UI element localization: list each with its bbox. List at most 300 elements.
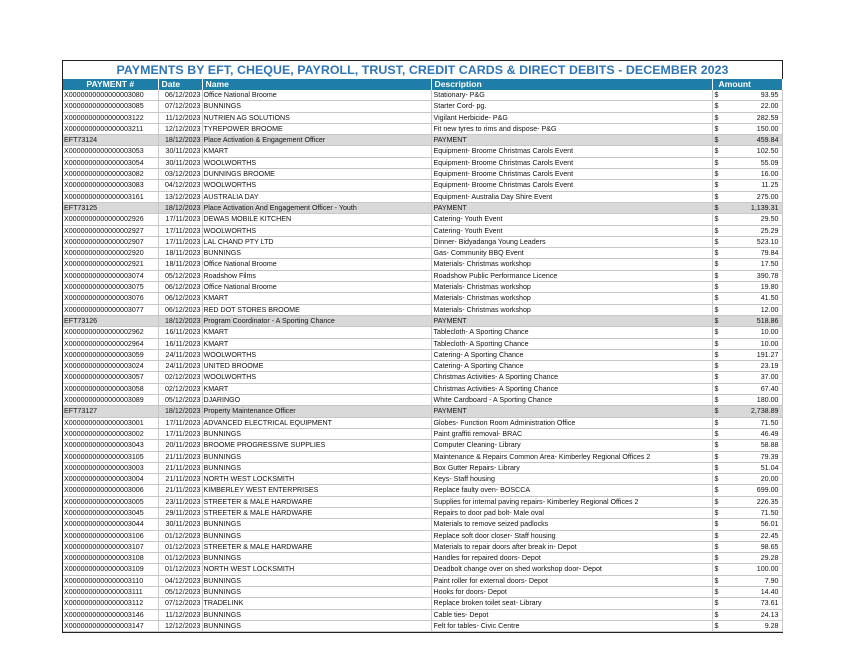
description-cell: Fit new tyres to rims and dispose- P&G xyxy=(431,123,712,134)
currency-cell: $ xyxy=(712,157,722,168)
table-row xyxy=(63,564,782,575)
amount-cell: 17.50 xyxy=(722,259,782,270)
table-row xyxy=(63,474,782,485)
amount-cell: 93.95 xyxy=(722,90,782,101)
table-row xyxy=(63,225,782,236)
date-cell: 18/12/2023 xyxy=(158,406,202,417)
payment-cell: X0000000000000002964 xyxy=(63,338,158,349)
amount-cell: 98.65 xyxy=(722,541,782,552)
description-cell: Paint graffiti removal- BRAC xyxy=(431,428,712,439)
table-row xyxy=(63,395,782,406)
description-cell: Materials- Christmas workshop xyxy=(431,282,712,293)
name-cell: DUNNINGS BROOME xyxy=(202,169,431,180)
date-cell: 20/11/2023 xyxy=(158,440,202,451)
description-cell: Catering- Youth Event xyxy=(431,214,712,225)
payment-cell: X0000000000000003076 xyxy=(63,293,158,304)
currency-cell: $ xyxy=(712,225,722,236)
amount-cell: 46.49 xyxy=(722,428,782,439)
currency-cell: $ xyxy=(712,428,722,439)
header-date: Date xyxy=(158,79,202,90)
date-cell: 24/11/2023 xyxy=(158,361,202,372)
name-cell: BUNNINGS xyxy=(202,519,431,530)
table-row xyxy=(63,157,782,168)
name-cell: TYREPOWER BROOME xyxy=(202,123,431,134)
amount-cell: 23.19 xyxy=(722,361,782,372)
description-cell: Cable ties- Depot xyxy=(431,609,712,620)
payment-cell: X0000000000000002921 xyxy=(63,259,158,270)
amount-cell: 100.00 xyxy=(722,564,782,575)
name-cell: WOOLWORTHS xyxy=(202,372,431,383)
name-cell: LAL CHAND PTY LTD xyxy=(202,236,431,247)
amount-cell: 29.28 xyxy=(722,553,782,564)
payment-cell: X0000000000000002926 xyxy=(63,214,158,225)
payment-cell: X0000000000000003004 xyxy=(63,474,158,485)
payment-cell: X0000000000000003147 xyxy=(63,620,158,631)
description-cell: Dinner- Bidyadanga Young Leaders xyxy=(431,236,712,247)
date-cell: 17/11/2023 xyxy=(158,225,202,236)
currency-cell: $ xyxy=(712,191,722,202)
amount-cell: 180.00 xyxy=(722,395,782,406)
date-cell: 05/12/2023 xyxy=(158,587,202,598)
description-cell: Roadshow Public Performance Licence xyxy=(431,270,712,281)
date-cell: 12/12/2023 xyxy=(158,620,202,631)
name-cell: BUNNINGS xyxy=(202,530,431,541)
table-row xyxy=(63,191,782,202)
date-cell: 17/11/2023 xyxy=(158,214,202,225)
payment-cell: X0000000000000003002 xyxy=(63,428,158,439)
currency-cell: $ xyxy=(712,135,722,146)
name-cell: BUNNINGS xyxy=(202,620,431,631)
amount-cell: 275.00 xyxy=(722,191,782,202)
amount-cell: 191.27 xyxy=(722,349,782,360)
date-cell: 23/11/2023 xyxy=(158,496,202,507)
payment-cell: X0000000000000003161 xyxy=(63,191,158,202)
date-cell: 18/11/2023 xyxy=(158,259,202,270)
name-cell: KMART xyxy=(202,293,431,304)
description-cell: Paint roller for external doors- Depot xyxy=(431,575,712,586)
name-cell: BUNNINGS xyxy=(202,587,431,598)
date-cell: 17/11/2023 xyxy=(158,236,202,247)
date-cell: 01/12/2023 xyxy=(158,564,202,575)
currency-cell: $ xyxy=(712,304,722,315)
currency-cell: $ xyxy=(712,214,722,225)
date-cell: 30/11/2023 xyxy=(158,157,202,168)
amount-cell: 390.78 xyxy=(722,270,782,281)
amount-cell: 10.00 xyxy=(722,327,782,338)
description-cell: Maintenance & Repairs Common Area- Kimberley Regional Offices 2 xyxy=(431,451,712,462)
amount-cell: 58.88 xyxy=(722,440,782,451)
payment-cell: EFT73125 xyxy=(63,202,158,213)
name-cell: BUNNINGS xyxy=(202,609,431,620)
table-row xyxy=(63,90,782,101)
name-cell: DJARINGO xyxy=(202,395,431,406)
name-cell: UNITED BROOME xyxy=(202,361,431,372)
currency-cell: $ xyxy=(712,146,722,157)
description-cell: Equipment- Australia Day Shire Event xyxy=(431,191,712,202)
description-cell: PAYMENT xyxy=(431,135,712,146)
amount-cell: 71.50 xyxy=(722,417,782,428)
table-row-eft xyxy=(63,315,782,326)
payment-cell: X0000000000000003003 xyxy=(63,462,158,473)
currency-cell: $ xyxy=(712,496,722,507)
currency-cell: $ xyxy=(712,564,722,575)
amount-cell: 79.39 xyxy=(722,451,782,462)
currency-cell: $ xyxy=(712,315,722,326)
name-cell: KMART xyxy=(202,383,431,394)
table-row xyxy=(63,270,782,281)
payment-cell: X0000000000000003146 xyxy=(63,609,158,620)
table-row xyxy=(63,462,782,473)
amount-cell: 25.29 xyxy=(722,225,782,236)
table-row xyxy=(63,112,782,123)
currency-cell: $ xyxy=(712,587,722,598)
name-cell: STREETER & MALE HARDWARE xyxy=(202,541,431,552)
description-cell: Hooks for doors- Depot xyxy=(431,587,712,598)
date-cell: 06/12/2023 xyxy=(158,282,202,293)
table-row xyxy=(63,304,782,315)
amount-cell: 14.40 xyxy=(722,587,782,598)
date-cell: 30/11/2023 xyxy=(158,519,202,530)
currency-cell: $ xyxy=(712,202,722,213)
payment-cell: X0000000000000003058 xyxy=(63,383,158,394)
amount-cell: 67.40 xyxy=(722,383,782,394)
description-cell: Catering- A Sporting Chance xyxy=(431,349,712,360)
currency-cell: $ xyxy=(712,553,722,564)
date-cell: 04/12/2023 xyxy=(158,575,202,586)
date-cell: 16/11/2023 xyxy=(158,327,202,338)
name-cell: AUSTRALIA DAY xyxy=(202,191,431,202)
description-cell: Equipment- Broome Christmas Carols Event xyxy=(431,180,712,191)
date-cell: 11/12/2023 xyxy=(158,609,202,620)
currency-cell: $ xyxy=(712,440,722,451)
amount-cell: 71.50 xyxy=(722,507,782,518)
amount-cell: 523.10 xyxy=(722,236,782,247)
description-cell: Tablecloth- A Sporting Chance xyxy=(431,327,712,338)
description-cell: Globes- Function Room Administration Office xyxy=(431,417,712,428)
payment-cell: X0000000000000003089 xyxy=(63,395,158,406)
currency-cell: $ xyxy=(712,541,722,552)
description-cell: Deadbolt change over on shed workshop door- Depot xyxy=(431,564,712,575)
amount-cell: 518.86 xyxy=(722,315,782,326)
payment-cell: X0000000000000003122 xyxy=(63,112,158,123)
payments-sheet xyxy=(62,60,783,633)
description-cell: Felt for tables- Civic Centre xyxy=(431,620,712,631)
currency-cell: $ xyxy=(712,406,722,417)
date-cell: 07/12/2023 xyxy=(158,598,202,609)
date-cell: 21/11/2023 xyxy=(158,451,202,462)
table-row xyxy=(63,575,782,586)
amount-cell: 55.09 xyxy=(722,157,782,168)
currency-cell: $ xyxy=(712,361,722,372)
currency-cell: $ xyxy=(712,383,722,394)
payment-cell: X0000000000000003080 xyxy=(63,90,158,101)
currency-cell: $ xyxy=(712,338,722,349)
date-cell: 07/12/2023 xyxy=(158,101,202,112)
name-cell: NORTH WEST LOCKSMITH xyxy=(202,564,431,575)
currency-cell: $ xyxy=(712,293,722,304)
date-cell: 02/12/2023 xyxy=(158,372,202,383)
date-cell: 01/12/2023 xyxy=(158,530,202,541)
description-cell: Tablecloth- A Sporting Chance xyxy=(431,338,712,349)
name-cell: BUNNINGS xyxy=(202,101,431,112)
date-cell: 29/11/2023 xyxy=(158,507,202,518)
amount-cell: 16.00 xyxy=(722,169,782,180)
table-row xyxy=(63,169,782,180)
amount-cell: 699.00 xyxy=(722,485,782,496)
description-cell: Starter Cord- pg. xyxy=(431,101,712,112)
description-cell: Computer Cleaning- Library xyxy=(431,440,712,451)
name-cell: STREETER & MALE HARDWARE xyxy=(202,496,431,507)
amount-cell: 24.13 xyxy=(722,609,782,620)
description-cell: Christmas Activities- A Sporting Chance xyxy=(431,372,712,383)
payment-cell: X0000000000000003075 xyxy=(63,282,158,293)
amount-cell: 73.61 xyxy=(722,598,782,609)
currency-cell: $ xyxy=(712,270,722,281)
table-row xyxy=(63,123,782,134)
amount-cell: 2,738.89 xyxy=(722,406,782,417)
payment-cell: X0000000000000002907 xyxy=(63,236,158,247)
currency-cell: $ xyxy=(712,123,722,134)
table-row xyxy=(63,507,782,518)
name-cell: BUNNINGS xyxy=(202,553,431,564)
header-name: Name xyxy=(202,79,431,90)
description-cell: Catering- A Sporting Chance xyxy=(431,361,712,372)
payment-cell: X0000000000000003045 xyxy=(63,507,158,518)
name-cell: WOOLWORTHS xyxy=(202,180,431,191)
currency-cell: $ xyxy=(712,575,722,586)
currency-cell: $ xyxy=(712,485,722,496)
date-cell: 06/12/2023 xyxy=(158,304,202,315)
payment-cell: EFT73124 xyxy=(63,135,158,146)
amount-cell: 7.90 xyxy=(722,575,782,586)
table-row xyxy=(63,383,782,394)
currency-cell: $ xyxy=(712,507,722,518)
table-row-eft xyxy=(63,202,782,213)
payment-cell: X0000000000000003006 xyxy=(63,485,158,496)
name-cell: Property Maintenance Officer xyxy=(202,406,431,417)
name-cell: BUNNINGS xyxy=(202,462,431,473)
currency-cell: $ xyxy=(712,248,722,259)
currency-cell: $ xyxy=(712,282,722,293)
table-row xyxy=(63,259,782,270)
payment-cell: X0000000000000003057 xyxy=(63,372,158,383)
name-cell: KMART xyxy=(202,146,431,157)
currency-cell: $ xyxy=(712,112,722,123)
date-cell: 17/11/2023 xyxy=(158,417,202,428)
description-cell: Equipment- Broome Christmas Carols Event xyxy=(431,169,712,180)
payment-cell: EFT73127 xyxy=(63,406,158,417)
payment-cell: X0000000000000003024 xyxy=(63,361,158,372)
amount-cell: 10.00 xyxy=(722,338,782,349)
table-row xyxy=(63,519,782,530)
date-cell: 04/12/2023 xyxy=(158,180,202,191)
table-row xyxy=(63,553,782,564)
currency-cell: $ xyxy=(712,620,722,631)
description-cell: Supplies for internal paving repairs- Kimberley Regional Offices 2 xyxy=(431,496,712,507)
description-cell: Repairs to door pad bolt- Male oval xyxy=(431,507,712,518)
table-row xyxy=(63,349,782,360)
date-cell: 21/11/2023 xyxy=(158,474,202,485)
name-cell: DEWAS MOBILE KITCHEN xyxy=(202,214,431,225)
table-row xyxy=(63,214,782,225)
payment-cell: X0000000000000003108 xyxy=(63,553,158,564)
amount-cell: 41.50 xyxy=(722,293,782,304)
table-row xyxy=(63,180,782,191)
payment-cell: X0000000000000003001 xyxy=(63,417,158,428)
amount-cell: 19.80 xyxy=(722,282,782,293)
amount-cell: 29.50 xyxy=(722,214,782,225)
header-payment: PAYMENT # xyxy=(63,79,158,90)
description-cell: Handles for repaired doors- Depot xyxy=(431,553,712,564)
date-cell: 06/12/2023 xyxy=(158,293,202,304)
description-cell: Equipment- Broome Christmas Carols Event xyxy=(431,157,712,168)
table-row xyxy=(63,293,782,304)
table-row xyxy=(63,146,782,157)
currency-cell: $ xyxy=(712,259,722,270)
table-row xyxy=(63,620,782,631)
table-row xyxy=(63,485,782,496)
payment-cell: X0000000000000003044 xyxy=(63,519,158,530)
payment-cell: X0000000000000003083 xyxy=(63,180,158,191)
name-cell: BUNNINGS xyxy=(202,575,431,586)
payment-cell: X0000000000000003105 xyxy=(63,451,158,462)
currency-cell: $ xyxy=(712,417,722,428)
payment-cell: X0000000000000003043 xyxy=(63,440,158,451)
payment-cell: X0000000000000002927 xyxy=(63,225,158,236)
payment-cell: X0000000000000003059 xyxy=(63,349,158,360)
amount-cell: 12.00 xyxy=(722,304,782,315)
currency-cell: $ xyxy=(712,372,722,383)
table-row xyxy=(63,372,782,383)
description-cell: PAYMENT xyxy=(431,202,712,213)
amount-cell: 102.50 xyxy=(722,146,782,157)
amount-cell: 150.00 xyxy=(722,123,782,134)
currency-cell: $ xyxy=(712,349,722,360)
date-cell: 18/12/2023 xyxy=(158,315,202,326)
table-row xyxy=(63,609,782,620)
payment-cell: X0000000000000003085 xyxy=(63,101,158,112)
amount-cell: 459.84 xyxy=(722,135,782,146)
currency-cell: $ xyxy=(712,90,722,101)
currency-cell: $ xyxy=(712,169,722,180)
currency-cell: $ xyxy=(712,462,722,473)
table-row xyxy=(63,248,782,259)
date-cell: 17/11/2023 xyxy=(158,428,202,439)
payment-cell: X0000000000000003211 xyxy=(63,123,158,134)
amount-cell: 9.28 xyxy=(722,620,782,631)
amount-cell: 22.45 xyxy=(722,530,782,541)
table-row xyxy=(63,496,782,507)
name-cell: Office National Broome xyxy=(202,259,431,270)
description-cell: PAYMENT xyxy=(431,406,712,417)
page-title: PAYMENTS BY EFT, CHEQUE, PAYROLL, TRUST, CREDIT CARDS & DIRECT DEBITS - DECEMBER 2023 xyxy=(116,63,729,77)
payment-cell: X0000000000000003109 xyxy=(63,564,158,575)
table-row xyxy=(63,541,782,552)
payment-cell: X0000000000000003111 xyxy=(63,587,158,598)
payment-cell: X0000000000000003077 xyxy=(63,304,158,315)
currency-cell: $ xyxy=(712,101,722,112)
date-cell: 13/12/2023 xyxy=(158,191,202,202)
table-row-eft xyxy=(63,406,782,417)
amount-cell: 51.04 xyxy=(722,462,782,473)
description-cell: Stationary- P&G xyxy=(431,90,712,101)
date-cell: 18/12/2023 xyxy=(158,135,202,146)
header-amount: Amount xyxy=(712,79,782,90)
table-row xyxy=(63,282,782,293)
name-cell: Office National Broome xyxy=(202,90,431,101)
amount-cell: 20.00 xyxy=(722,474,782,485)
date-cell: 30/11/2023 xyxy=(158,146,202,157)
description-cell: Materials- Christmas workshop xyxy=(431,293,712,304)
currency-cell: $ xyxy=(712,327,722,338)
table-row xyxy=(63,440,782,451)
name-cell: BUNNINGS xyxy=(202,451,431,462)
date-cell: 18/12/2023 xyxy=(158,202,202,213)
currency-cell: $ xyxy=(712,609,722,620)
name-cell: BUNNINGS xyxy=(202,428,431,439)
amount-cell: 226.35 xyxy=(722,496,782,507)
currency-cell: $ xyxy=(712,180,722,191)
currency-cell: $ xyxy=(712,236,722,247)
date-cell: 05/12/2023 xyxy=(158,270,202,281)
table-row xyxy=(63,417,782,428)
description-cell: Replace broken toilet seat- Library xyxy=(431,598,712,609)
date-cell: 11/12/2023 xyxy=(158,112,202,123)
name-cell: KMART xyxy=(202,338,431,349)
amount-cell: 56.01 xyxy=(722,519,782,530)
name-cell: BROOME PROGRESSIVE SUPPLIES xyxy=(202,440,431,451)
currency-cell: $ xyxy=(712,395,722,406)
payment-cell: X0000000000000003082 xyxy=(63,169,158,180)
date-cell: 02/12/2023 xyxy=(158,383,202,394)
date-cell: 18/11/2023 xyxy=(158,248,202,259)
amount-cell: 11.25 xyxy=(722,180,782,191)
date-cell: 21/11/2023 xyxy=(158,462,202,473)
amount-cell: 37.00 xyxy=(722,372,782,383)
name-cell: TRADELINK xyxy=(202,598,431,609)
date-cell: 21/11/2023 xyxy=(158,485,202,496)
table-row xyxy=(63,361,782,372)
payment-cell: X0000000000000003074 xyxy=(63,270,158,281)
currency-cell: $ xyxy=(712,451,722,462)
description-cell: Materials to repair doors after break in- Depot xyxy=(431,541,712,552)
table-row xyxy=(63,101,782,112)
payments-table xyxy=(63,79,783,632)
name-cell: NUTRIEN AG SOLUTIONS xyxy=(202,112,431,123)
description-cell: Materials- Christmas workshop xyxy=(431,259,712,270)
description-cell: Materials- Christmas workshop xyxy=(431,304,712,315)
amount-cell: 79.84 xyxy=(722,248,782,259)
table-row xyxy=(63,327,782,338)
description-cell: Materials to remove seized padlocks xyxy=(431,519,712,530)
name-cell: KIMBERLEY WEST ENTERPRISES xyxy=(202,485,431,496)
payment-cell: X0000000000000003005 xyxy=(63,496,158,507)
name-cell: Place Activation & Engagement Officer xyxy=(202,135,431,146)
name-cell: Program Coordinator - A Sporting Chance xyxy=(202,315,431,326)
description-cell: Equipment- Broome Christmas Carols Event xyxy=(431,146,712,157)
payment-cell: X0000000000000003107 xyxy=(63,541,158,552)
table-row xyxy=(63,428,782,439)
description-cell: Replace soft door closer- Staff housing xyxy=(431,530,712,541)
payment-cell: EFT73126 xyxy=(63,315,158,326)
description-cell: Christmas Activities- A Sporting Chance xyxy=(431,383,712,394)
name-cell: STREETER & MALE HARDWARE xyxy=(202,507,431,518)
currency-cell: $ xyxy=(712,474,722,485)
payment-cell: X0000000000000003053 xyxy=(63,146,158,157)
name-cell: WOOLWORTHS xyxy=(202,349,431,360)
header-description: Description xyxy=(431,79,712,90)
payment-cell: X0000000000000003112 xyxy=(63,598,158,609)
